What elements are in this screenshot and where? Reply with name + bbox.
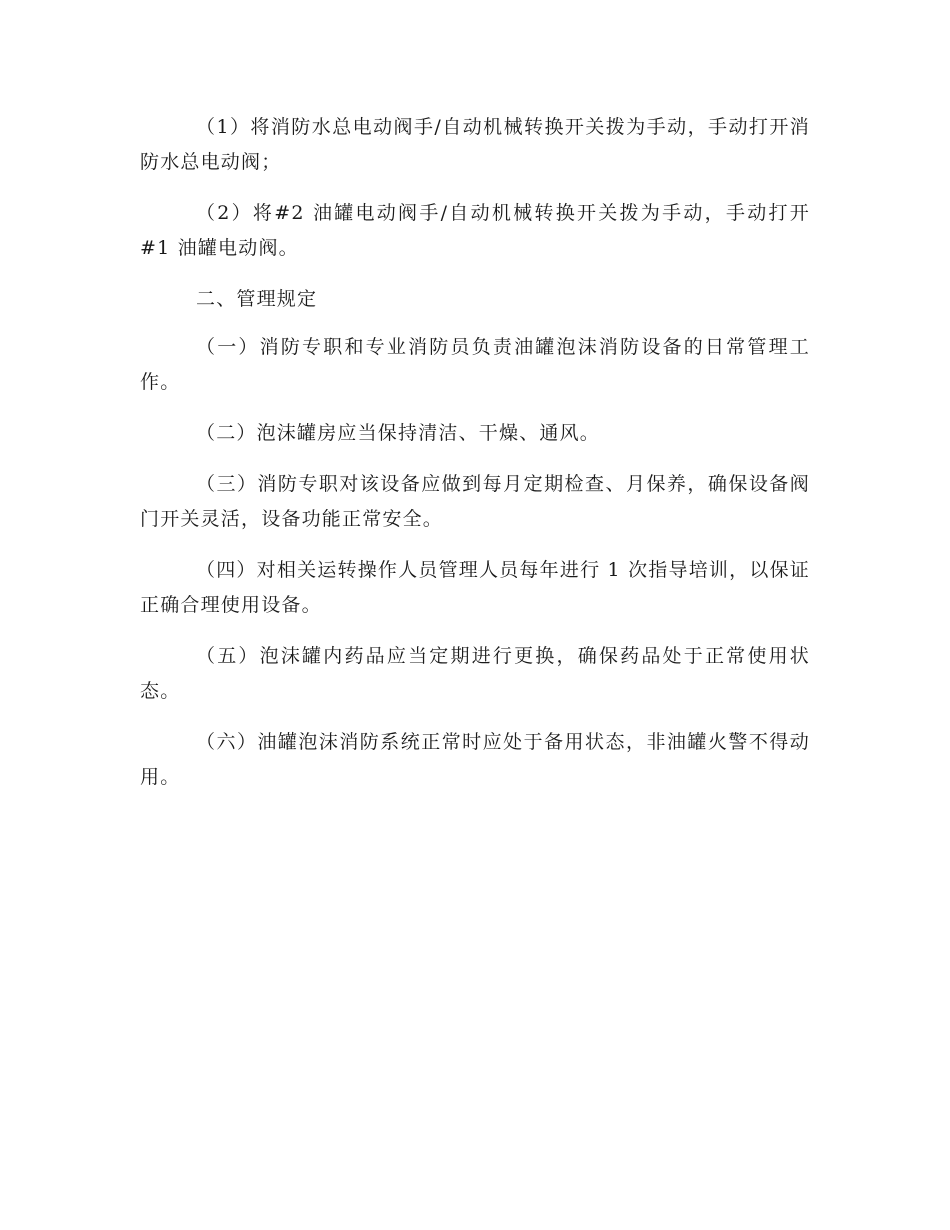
rule-item-6: （六）油罐泡沫消防系统正常时应处于备用状态，非油罐火警不得动用。 xyxy=(140,731,810,788)
rule-item-1: （一）消防专职和专业消防员负责油罐泡沫消防设备的日常管理工作。 xyxy=(140,336,810,393)
document-body xyxy=(140,110,810,811)
rule-item-3: （三）消防专职对该设备应做到每月定期检查、月保养，确保设备阀门开关灵活，设备功能正常安全。 xyxy=(140,473,810,530)
rule-item-4: （四）对相关运转操作人员管理人员每年进行 1 次指导培训，以保证正确合理使用设备。 xyxy=(140,559,810,616)
rule-item-5: （五）泡沫罐内药品应当定期进行更换，确保药品处于正常使用状态。 xyxy=(140,645,810,702)
rule-item-2: （二）泡沫罐房应当保持清洁、干燥、通风。 xyxy=(196,422,601,444)
procedure-step-1: （1）将消防水总电动阀手/自动机械转换开关拨为手动，手动打开消防水总电动阀； xyxy=(140,116,810,173)
procedure-step-2: （2）将#2 油罐电动阀手/自动机械转换开关拨为手动，手动打开#1 油罐电动阀。 xyxy=(140,202,810,259)
section-heading: 二、管理规定 xyxy=(196,288,318,310)
